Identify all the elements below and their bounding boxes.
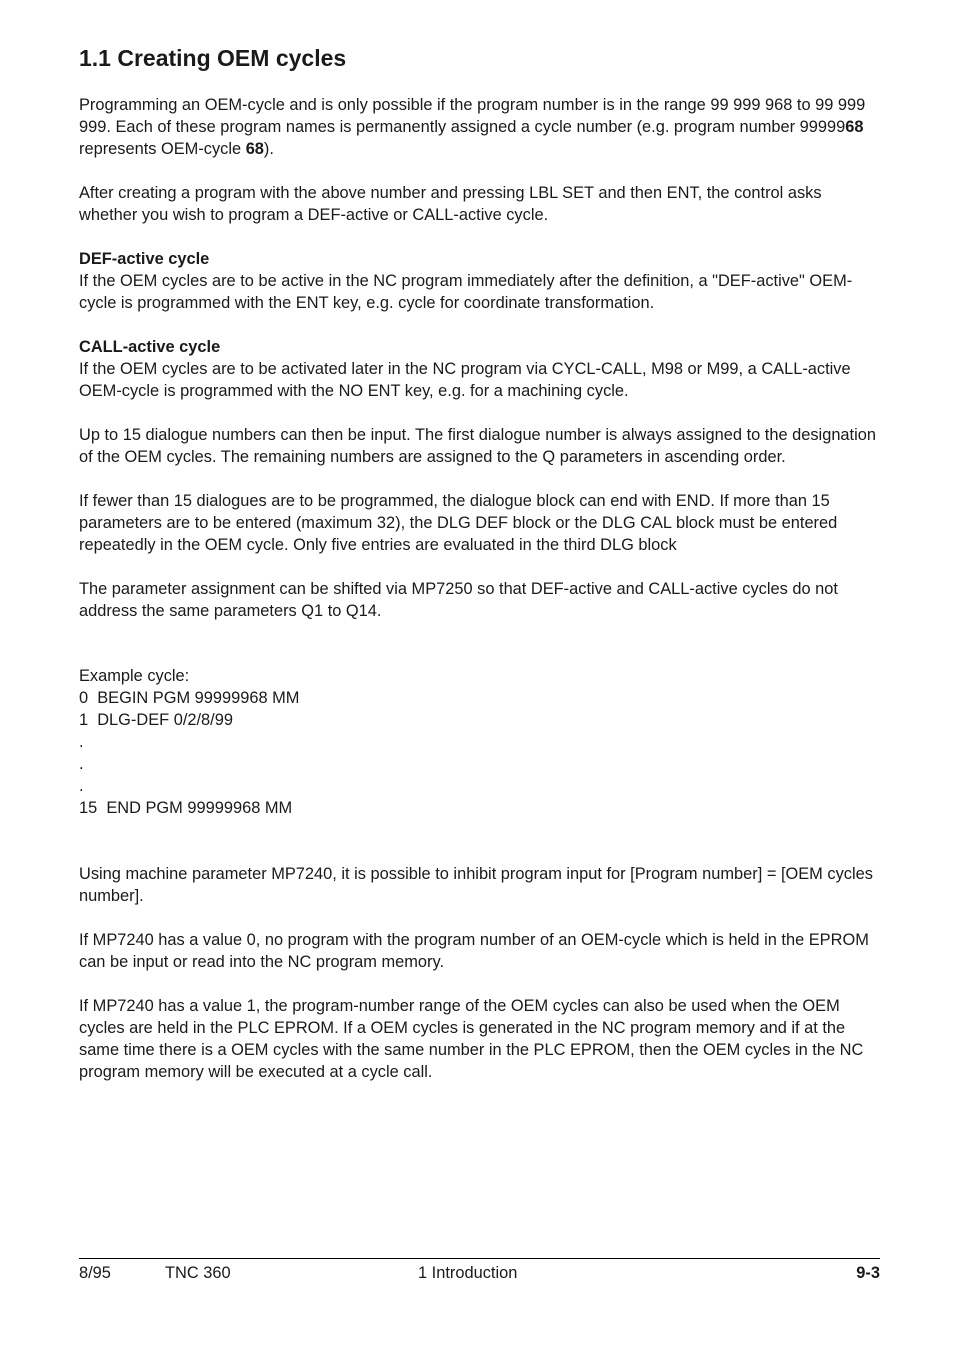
section-body: [79, 94, 879, 1105]
footer-date: 8/95: [79, 1264, 111, 1282]
example-label: Example cycle:: [79, 667, 190, 685]
call-active-heading: CALL-active cycle: [79, 338, 221, 356]
intro-bold-program-suffix: 68: [845, 118, 864, 136]
example-line: 1 DLG-DEF 0/2/8/99: [79, 711, 233, 729]
example-line: .: [79, 777, 84, 795]
mp7240-intro-paragraph: Using machine parameter MP7240, it is possible to inhibit program input for [Program number] = [OEM cycles number].: [79, 865, 873, 905]
example-line: 15 END PGM 99999968 MM: [79, 799, 293, 817]
mp7240-value-0-paragraph: If MP7240 has a value 0, no program with the program number of an OEM-cycle which is held in the EPROM can be input or read into the NC program memory.: [79, 931, 869, 971]
footer-divider: [79, 1258, 880, 1259]
intro-text-before: Programming an OEM-cycle and is only possible if the program number is in the range 99 999 968 to 99 999 999. Each of these program names is permanently assigned a cycle number (e.g. program number 99999: [79, 96, 866, 136]
creating-program-paragraph: After creating a program with the above number and pressing LBL SET and then ENT, the control asks whether you wish to program a DEF-active or CALL-active cycle.: [79, 184, 822, 224]
example-line: .: [79, 733, 84, 751]
intro-text-middle: represents OEM-cycle: [79, 140, 246, 158]
mp7250-paragraph: The parameter assignment can be shifted via MP7250 so that DEF-active and CALL-active cycles do not address the same parameters Q1 to Q14.: [79, 580, 838, 620]
example-line: .: [79, 755, 84, 773]
intro-bold-cycle-number: 68: [245, 140, 264, 158]
def-active-paragraph: If the OEM cycles are to be active in the NC program immediately after the definition, a "DEF-active" OEM-cycle is programmed with the ENT key, e.g. cycle for coordinate transformation.: [79, 272, 853, 312]
footer-page-number: 9-3: [856, 1264, 880, 1282]
intro-text-after: ).: [263, 140, 274, 158]
intro-paragraph: [79, 94, 879, 160]
example-cycle-block: [79, 665, 879, 819]
section-title: 1.1 Creating OEM cycles: [79, 45, 347, 71]
def-active-heading: DEF-active cycle: [79, 250, 210, 268]
mp7240-value-1-paragraph: If MP7240 has a value 1, the program-number range of the OEM cycles can also be used when the OEM cycles are held in the PLC EPROM. If a OEM cycles is generated in the NC program memory and if at the same time there is a OEM cycles with the same number in the PLC EPROM, then the OEM cycles in the NC program memory will be executed at a cycle call.: [79, 997, 864, 1081]
dialogue-numbers-paragraph: Up to 15 dialogue numbers can then be input. The first dialogue number is always assigned to the designation of the OEM cycles. The remaining numbers are assigned to the Q parameters in ascending order.: [79, 426, 876, 466]
document-page: [79, 0, 879, 1346]
example-line: 0 BEGIN PGM 99999968 MM: [79, 689, 300, 707]
footer-model: TNC 360: [165, 1264, 231, 1282]
footer-chapter: 1 Introduction: [418, 1264, 518, 1282]
fewer-dialogues-paragraph: If fewer than 15 dialogues are to be programmed, the dialogue block can end with END. If more than 15 parameters are to be entered (maximum 32), the DLG DEF block or the DLG CAL block must be entered repeatedly in the OEM cycle. Only five entries are evaluated in the third DLG block: [79, 492, 838, 554]
spacer: [79, 819, 879, 863]
call-active-paragraph: If the OEM cycles are to be activated later in the NC program via CYCL-CALL, M98 or M99, a CALL-active OEM-cycle is programmed with the NO ENT key, e.g. for a machining cycle.: [79, 360, 851, 400]
